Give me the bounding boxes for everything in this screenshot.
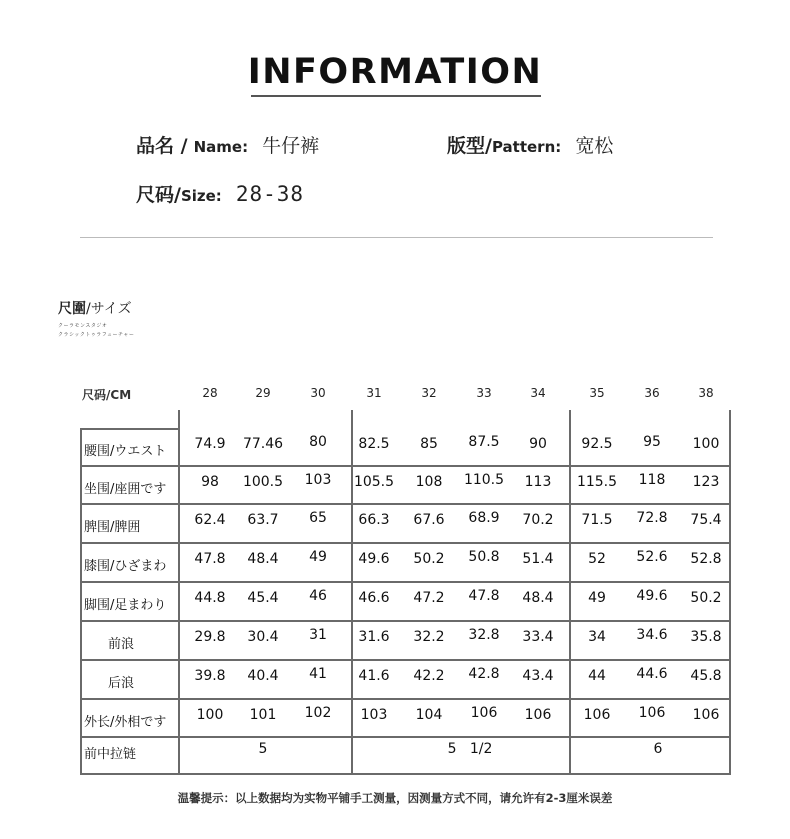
table-cell: 71.5	[581, 512, 613, 528]
table-cell: 49.6	[358, 551, 390, 567]
size-header-7: 35	[589, 386, 605, 400]
table-cell: 49	[588, 590, 606, 606]
size-chart-subtitle-2: クラシックトゥラフューチャー	[58, 332, 135, 338]
row-label-6: 后浪	[108, 676, 135, 691]
size-header-6: 34	[530, 386, 546, 400]
table-cell: 29.8	[194, 629, 226, 645]
name-label-en: Name:	[193, 138, 249, 156]
table-cell: 51.4	[522, 551, 554, 567]
size-header-5: 33	[476, 386, 492, 400]
size-label-en: Size:	[180, 187, 222, 205]
table-cell: 105.5	[353, 474, 395, 490]
size-header-3: 31	[366, 386, 382, 400]
name-label-cn: 品名 /	[136, 135, 188, 157]
label-top-border	[80, 428, 178, 430]
table-cell: 108	[415, 474, 443, 490]
table-cell: 66.3	[358, 512, 390, 528]
table-cell: 50.2	[413, 551, 445, 567]
table-cell: 101	[249, 707, 277, 723]
row-label-1: 坐围/座囲です	[84, 482, 167, 497]
table-cell: 52.6	[636, 549, 668, 565]
table-cell: 47.8	[468, 588, 500, 604]
table-cell: 46.6	[358, 590, 390, 606]
table-cell: 62.4	[194, 512, 226, 528]
table-cell: 45.8	[690, 668, 722, 684]
zipper-value-2: 6	[653, 741, 663, 757]
row-label-7: 外长/外相です	[84, 715, 167, 730]
table-cell: 46	[309, 588, 327, 604]
size-header-9: 38	[698, 386, 714, 400]
row-divider-6	[80, 698, 731, 700]
table-cell: 30.4	[247, 629, 279, 645]
table-cell: 41	[309, 666, 327, 682]
size-chart-subtitle-1: クーラモンスタジオ	[58, 323, 108, 329]
zipper-value-1: 5 1/2	[447, 741, 493, 757]
table-cell: 50.2	[690, 590, 722, 606]
table-cell: 31.6	[358, 629, 390, 645]
size-chart-title-jp: /サイズ	[86, 301, 132, 317]
size-header-2: 30	[310, 386, 326, 400]
table-cell: 47.2	[413, 590, 445, 606]
table-cell: 92.5	[581, 436, 613, 452]
table-cell: 106	[524, 707, 552, 723]
table-cell: 123	[692, 474, 720, 490]
table-cell: 35.8	[690, 629, 722, 645]
table-cell: 68.9	[468, 510, 500, 526]
table-cell: 49.6	[636, 588, 668, 604]
table-cell: 65	[309, 510, 327, 526]
table-cell: 50.8	[468, 549, 500, 565]
row-divider-5	[80, 659, 731, 661]
table-cell: 39.8	[194, 668, 226, 684]
pattern-field	[447, 131, 613, 158]
table-cell: 47.8	[194, 551, 226, 567]
table-cell: 40.4	[247, 668, 279, 684]
table-cell: 115.5	[576, 474, 618, 490]
zipper-row-label: 前中拉链	[84, 747, 137, 762]
table-cell: 118	[638, 472, 666, 488]
title-underline	[251, 95, 541, 97]
row-label-2: 脾围/脾囲	[84, 520, 141, 535]
table-cell: 106	[692, 707, 720, 723]
table-cell: 44.6	[636, 666, 668, 682]
pattern-label-en: Pattern:	[491, 138, 562, 156]
size-chart-title-cn: 尺圍	[58, 301, 86, 317]
table-cell: 34	[588, 629, 606, 645]
row-divider-1	[80, 503, 731, 505]
page-title: INFORMATION	[247, 52, 543, 92]
section-divider	[80, 237, 713, 238]
product-name-field	[136, 131, 319, 158]
table-cell: 32.8	[468, 627, 500, 643]
size-header-8: 36	[644, 386, 660, 400]
table-cell: 106	[470, 705, 498, 721]
table-cell: 113	[524, 474, 552, 490]
size-header-1: 29	[255, 386, 271, 400]
table-cell: 90	[529, 436, 547, 452]
table-cell: 63.7	[247, 512, 279, 528]
table-cell: 98	[201, 474, 219, 490]
row-label-5: 前浪	[108, 637, 135, 652]
size-range-field	[136, 180, 304, 207]
name-value: 牛仔裤	[262, 135, 320, 157]
row-label-0: 腰围/ウエスト	[84, 444, 167, 459]
table-cell: 48.4	[247, 551, 279, 567]
table-cell: 31	[309, 627, 327, 643]
table-cell: 67.6	[413, 512, 445, 528]
table-cell: 110.5	[463, 472, 505, 488]
table-cell: 106	[638, 705, 666, 721]
table-left-border	[80, 428, 82, 773]
row-divider-7	[80, 736, 731, 738]
table-cell: 75.4	[690, 512, 722, 528]
table-cell: 100.5	[242, 474, 284, 490]
size-header-0: 28	[202, 386, 218, 400]
table-cell: 87.5	[468, 434, 500, 450]
unit-label: 尺码/CM	[82, 388, 132, 402]
table-cell: 72.8	[636, 510, 668, 526]
table-cell: 52.8	[690, 551, 722, 567]
table-cell: 43.4	[522, 668, 554, 684]
table-cell: 42.2	[413, 668, 445, 684]
table-cell: 52	[588, 551, 606, 567]
table-cell: 106	[583, 707, 611, 723]
table-cell: 103	[304, 472, 332, 488]
table-cell: 44	[588, 668, 606, 684]
table-cell: 41.6	[358, 668, 390, 684]
row-label-4: 脚围/足まわり	[84, 598, 167, 613]
row-label-3: 膝围/ひざまわ	[84, 559, 167, 574]
table-cell: 80	[309, 434, 327, 450]
row-divider-4	[80, 620, 731, 622]
row-divider-2	[80, 542, 731, 544]
table-cell: 102	[304, 705, 332, 721]
table-cell: 70.2	[522, 512, 554, 528]
table-cell: 77.46	[242, 436, 284, 452]
pattern-label-cn: 版型/	[447, 135, 492, 157]
table-bottom-border	[80, 773, 731, 775]
table-cell: 42.8	[468, 666, 500, 682]
table-cell: 100	[692, 436, 720, 452]
size-header-4: 32	[421, 386, 437, 400]
table-cell: 74.9	[194, 436, 226, 452]
measurement-note: 温馨提示：以上数据均为实物平铺手工测量，因测量方式不同，请允许有2-3厘米误差	[177, 791, 613, 805]
table-cell: 85	[420, 436, 438, 452]
size-chart-title	[58, 298, 132, 318]
table-cell: 33.4	[522, 629, 554, 645]
table-cell: 95	[643, 434, 661, 450]
pattern-value: 宽松	[575, 135, 614, 157]
table-cell: 48.4	[522, 590, 554, 606]
row-divider-3	[80, 581, 731, 583]
table-cell: 82.5	[358, 436, 390, 452]
table-cell: 34.6	[636, 627, 668, 643]
row-divider-0	[80, 465, 731, 467]
size-label-cn: 尺码/	[136, 184, 181, 206]
table-cell: 100	[196, 707, 224, 723]
table-cell: 103	[360, 707, 388, 723]
table-cell: 44.8	[194, 590, 226, 606]
table-cell: 104	[415, 707, 443, 723]
zipper-value-0: 5	[258, 741, 268, 757]
size-range-value: 28-38	[235, 182, 305, 206]
table-cell: 49	[309, 549, 327, 565]
table-cell: 45.4	[247, 590, 279, 606]
table-cell: 32.2	[413, 629, 445, 645]
